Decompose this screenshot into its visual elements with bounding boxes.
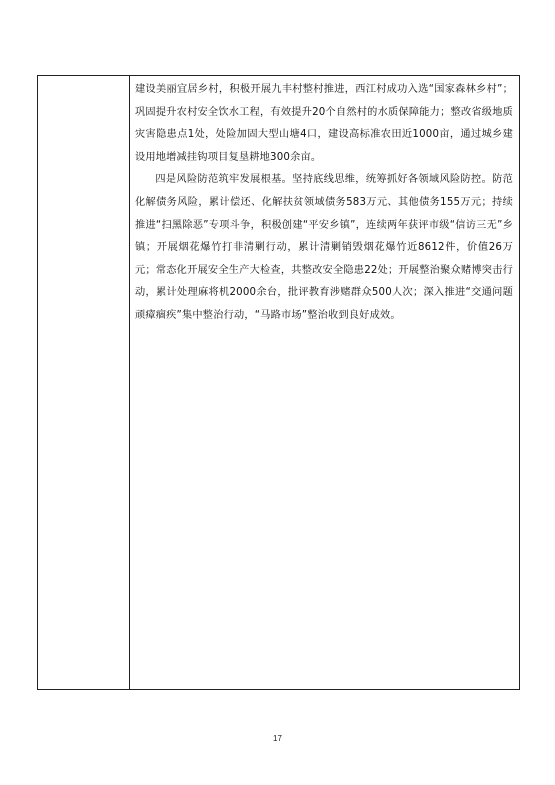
page-number: 17 <box>273 734 282 743</box>
label-cell <box>38 76 129 689</box>
paragraph-rural-construction: 建设美丽宜居乡村，积极开展九丰村整村推进，西江村成功入选“国家森林乡村”；巩固提升农村安全饮水工程，有效提升20个自然村的水质保障能力；整改省级地质灾害隐患点1处，处险加固大型山塘4口，建设高标准农田近1000亩，通过城乡建设用地增减挂钩项目复垦耕地300余亩。 <box>135 84 513 163</box>
form-table <box>37 75 520 690</box>
content-cell <box>130 76 519 689</box>
paragraph-risk-prevention: 四是风险防范筑牢发展根基。坚持底线思维，统筹抓好各领域风险防控。防范化解债务风险，累计偿还、化解扶贫领域债务583万元、其他债务155万元；持续推进“扫黑除恶”专项斗争，积极创建“平安乡镇”，连续两年获评市级“信访三无”乡镇；开展烟花爆竹打非清剿行动，累计清剿销毁烟花爆竹近8612件，价值26万元；常态化开展安全生产大检查，共整改安全隐患22处；开展整治聚众赌博突击行动，累计处理麻将机2000余台，批评教育涉赌群众500人次；深入推进“交通问题顽瘴痼疾”集中整治行动，“马路市场”整治收到良好成效。 <box>135 174 513 321</box>
